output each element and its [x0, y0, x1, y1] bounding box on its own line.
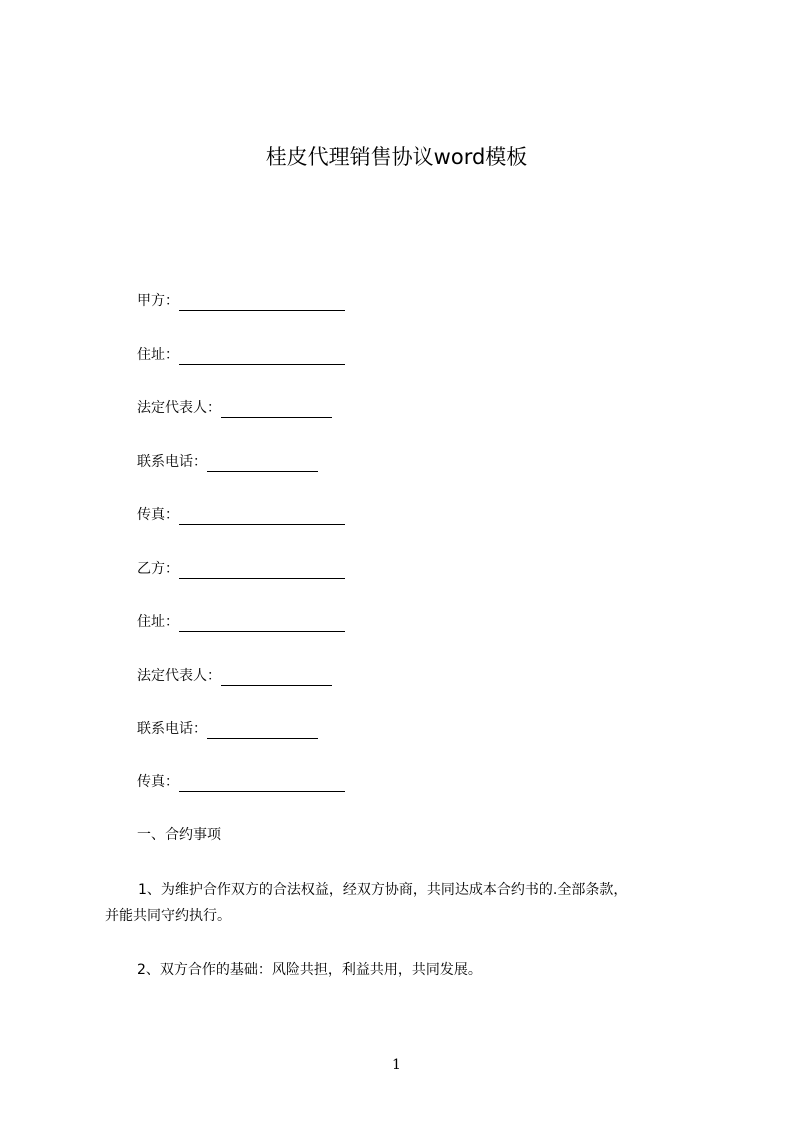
party-a-legal-rep-field: [137, 398, 332, 418]
party-a-fax-label: 传真：: [137, 507, 179, 523]
party-b-name-blank: [179, 562, 345, 579]
party-a-fax-field: [137, 505, 345, 525]
party-a-phone-blank: [207, 455, 318, 472]
party-b-legal-rep-field: [137, 666, 332, 686]
party-b-fax-field: [137, 772, 345, 792]
party-a-name-field: [137, 291, 345, 311]
party-a-name-blank: [179, 294, 345, 311]
party-b-legal-rep-blank: [221, 669, 332, 686]
party-b-name-label: 乙方：: [137, 561, 179, 577]
section-1-heading: 一、合约事项: [137, 827, 221, 843]
party-b-address-label: 住址：: [137, 614, 179, 630]
clause-1-line-1: 1、为维护合作双方的合法权益，经双方协商，共同达成本合约书的.全部条款，: [138, 882, 628, 898]
party-a-legal-rep-label: 法定代表人：: [137, 400, 221, 416]
party-a-name-label: 甲方：: [137, 293, 179, 309]
party-b-address-blank: [179, 615, 345, 632]
party-b-phone-label: 联系电话：: [137, 721, 207, 737]
party-a-phone-field: [137, 452, 318, 472]
clause-1-line-2: 并能共同守约执行。: [105, 908, 231, 924]
party-b-fax-blank: [179, 775, 345, 792]
party-a-address-blank: [179, 348, 345, 365]
party-b-name-field: [137, 559, 345, 579]
party-b-phone-blank: [207, 722, 318, 739]
party-b-phone-field: [137, 719, 318, 739]
page-number: 1: [392, 1057, 401, 1073]
party-b-fax-label: 传真：: [137, 774, 179, 790]
party-b-legal-rep-label: 法定代表人：: [137, 668, 221, 684]
party-a-legal-rep-blank: [221, 401, 332, 418]
party-b-address-field: [137, 612, 345, 632]
party-a-address-label: 住址：: [137, 347, 179, 363]
party-a-fax-blank: [179, 508, 345, 525]
clause-2: 2、双方合作的基础：风险共担，利益共用，共同发展。: [137, 962, 482, 978]
document-title: 桂皮代理销售协议word模板: [265, 145, 528, 169]
party-a-address-field: [137, 345, 345, 365]
party-a-phone-label: 联系电话：: [137, 454, 207, 470]
